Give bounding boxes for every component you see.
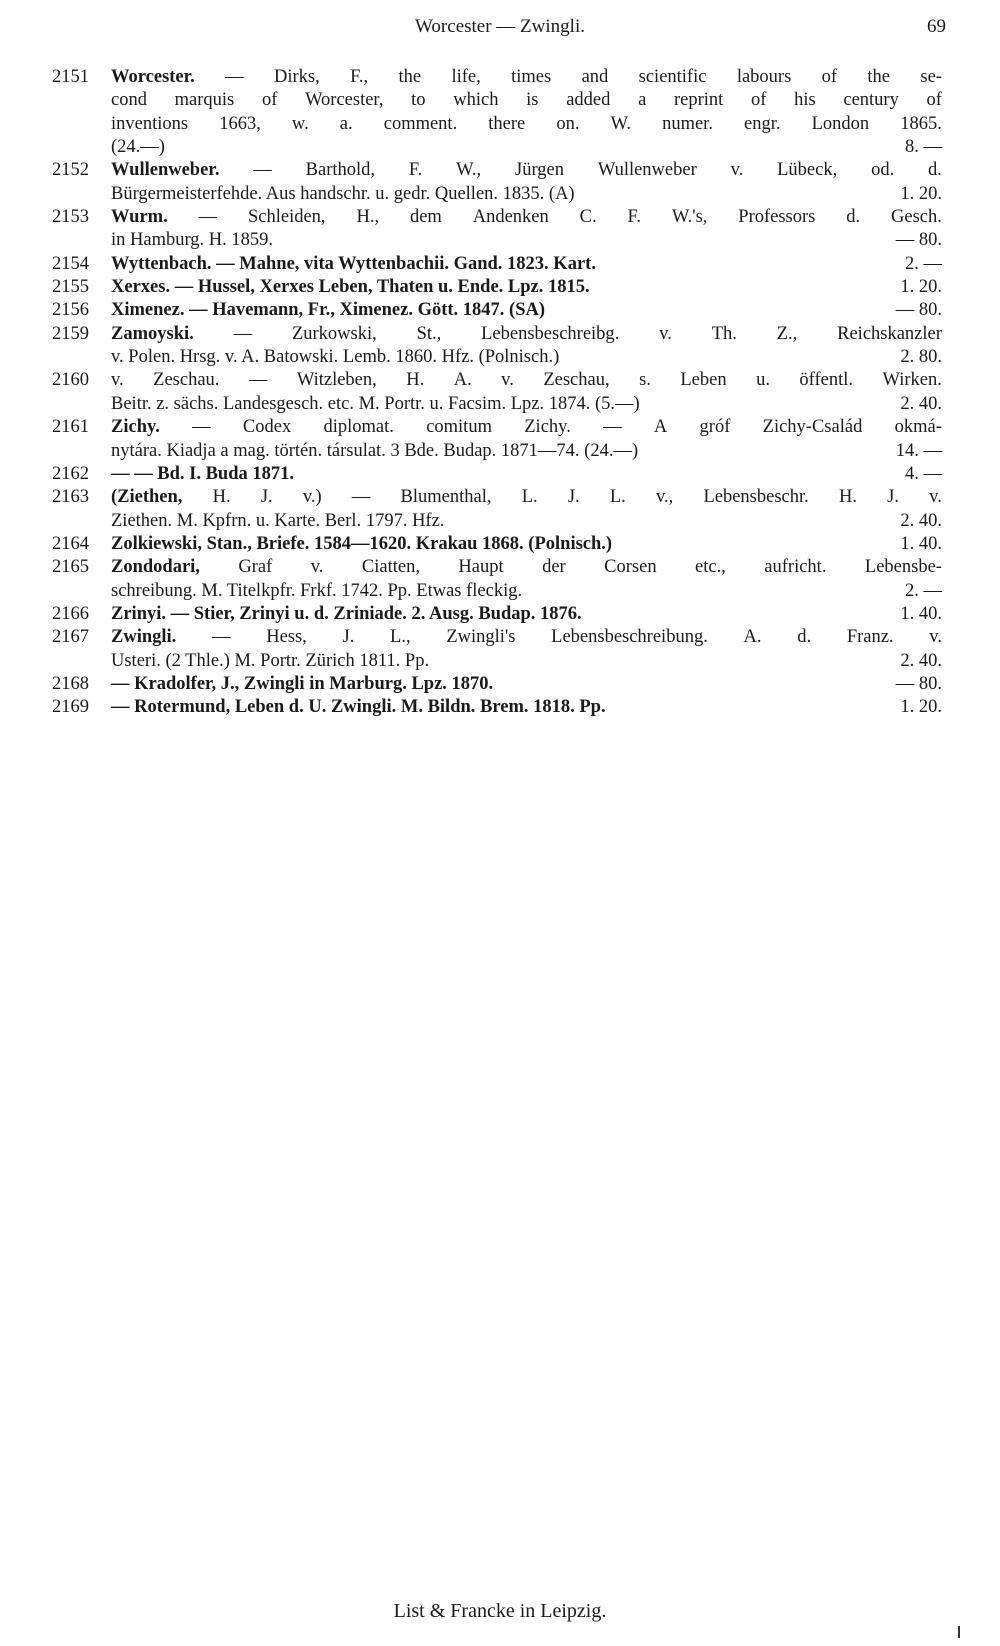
entry-word: of xyxy=(926,90,942,111)
entry-word: u. xyxy=(756,370,770,391)
entry-price: 1. 20. xyxy=(900,183,942,204)
entry-word: (Ziethen, xyxy=(111,487,183,508)
entry-word: is xyxy=(526,90,539,111)
entry-word: — xyxy=(233,323,253,344)
entry-word: Barthold, xyxy=(305,160,376,181)
entry-final-line xyxy=(111,183,942,206)
catalog-entry xyxy=(52,253,942,276)
entry-number: 2160 xyxy=(52,370,89,391)
entry-text: Zrinyi. — Stier, Zrinyi u. d. Zriniade. 2. Ausg. Budap. 1876. xyxy=(111,603,582,624)
entry-word: 1865. xyxy=(900,113,942,134)
entry-word: L. xyxy=(609,487,626,508)
entry-word: Wullenweber. xyxy=(111,160,220,181)
entry-word: w. xyxy=(291,113,309,134)
entry-line xyxy=(111,159,942,182)
entry-word: L. xyxy=(521,487,538,508)
entry-final-line xyxy=(111,603,942,626)
entry-number: 2163 xyxy=(52,487,89,508)
entry-word: of xyxy=(261,90,278,111)
entry-word: s. xyxy=(639,370,651,391)
entry-word: and xyxy=(581,67,609,87)
entry-number: 2151 xyxy=(52,67,89,87)
entry-word: d. xyxy=(928,160,942,181)
entry-text: Xerxes. — Hussel, Xerxes Leben, Thaten u. Ende. Lpz. 1815. xyxy=(111,277,590,298)
entry-word: v. xyxy=(929,487,942,508)
entry-word: d. xyxy=(797,627,812,648)
entry-word: Lebensbeschr. xyxy=(703,487,809,508)
entry-number: 2166 xyxy=(52,603,89,624)
entry-word: — xyxy=(351,487,371,508)
entry-price: 2. 80. xyxy=(900,347,942,368)
entry-word: öffentl. xyxy=(799,370,854,391)
catalog-entry xyxy=(52,533,942,556)
entry-word: Zondodari, xyxy=(111,557,200,578)
entry-number: 2154 xyxy=(52,253,89,274)
entry-word: v. xyxy=(501,370,514,391)
entry-word: — xyxy=(225,67,244,87)
entry-final-line xyxy=(111,276,942,299)
catalog-entry xyxy=(52,486,942,533)
entry-word: A xyxy=(653,417,668,438)
publisher-footer: List & Francke in Leipzig. xyxy=(393,1600,607,1622)
catalog-entry xyxy=(52,556,942,603)
page-mark xyxy=(958,1626,960,1638)
entry-line xyxy=(111,416,942,439)
catalog-entry xyxy=(52,369,942,416)
entry-word: the xyxy=(398,67,422,87)
entry-word: v. xyxy=(929,627,942,648)
entry-word: cond xyxy=(111,90,147,111)
catalog-entries xyxy=(52,66,942,720)
catalog-entry xyxy=(52,416,942,463)
entry-word: the xyxy=(867,67,891,87)
entry-word: v. xyxy=(730,160,744,181)
entry-word: Lübeck, xyxy=(777,160,838,181)
entry-word: A. xyxy=(743,627,762,648)
entry-text: Usteri. (2 Thle.) M. Portr. Zürich 1811. Pp. xyxy=(111,650,430,671)
entry-line xyxy=(111,486,942,509)
entry-word: on. xyxy=(556,113,580,134)
entry-word: Jürgen xyxy=(515,160,564,181)
entry-word: a xyxy=(638,90,647,111)
entry-line xyxy=(111,66,942,89)
entry-text: in Hamburg. H. 1859. xyxy=(111,230,274,251)
entry-word: od. xyxy=(871,160,895,181)
entry-word: H. xyxy=(212,487,231,508)
entry-word: Witzleben, xyxy=(296,370,377,391)
entry-word: Franz. xyxy=(846,627,894,648)
entry-word: 1663, xyxy=(219,113,261,134)
entry-word: J. xyxy=(567,487,580,508)
entry-final-line xyxy=(111,533,942,556)
entry-word: — xyxy=(212,627,231,648)
entry-final-line xyxy=(111,510,942,533)
entry-final-line xyxy=(111,299,942,322)
entry-text: nytára. Kiadja a mag. történ. társulat. 3 Bde. Budap. 1871—74. (24.—) xyxy=(111,440,639,461)
entry-word: Zwingli's xyxy=(446,627,516,648)
entry-line xyxy=(111,323,942,346)
entry-price: 4. — xyxy=(905,463,942,484)
entry-word: d. xyxy=(846,207,861,228)
entry-line xyxy=(111,626,942,649)
entry-number: 2165 xyxy=(52,557,89,578)
entry-word: v.) xyxy=(302,487,322,508)
entry-word: aufricht. xyxy=(764,557,827,578)
entry-word: C. xyxy=(579,207,597,228)
entry-word: of xyxy=(821,67,838,87)
catalog-entry xyxy=(52,66,942,159)
entry-word: F. xyxy=(408,160,423,181)
entry-number: 2159 xyxy=(52,323,89,344)
catalog-entry xyxy=(52,626,942,673)
catalog-entry xyxy=(52,603,942,626)
entry-word: reprint xyxy=(673,90,724,111)
entry-text: (24.—) xyxy=(111,137,165,158)
entry-word: life, xyxy=(451,67,481,87)
entry-word: Corsen xyxy=(604,557,657,578)
entry-word: a. xyxy=(339,113,353,134)
entry-word: Th. xyxy=(711,323,737,344)
entry-text: v. Polen. Hrsg. v. A. Batowski. Lemb. 1860. Hfz. (Polnisch.) xyxy=(111,347,560,368)
entry-word: Haupt xyxy=(458,557,504,578)
entry-text: — Kradolfer, J., Zwingli in Marburg. Lpz. 1870. xyxy=(111,673,494,694)
entry-word: Graf xyxy=(238,557,273,578)
entry-word: marquis xyxy=(174,90,235,111)
entry-text: Zolkiewski, Stan., Briefe. 1584—1620. Krakau 1868. (Polnisch.) xyxy=(111,533,613,554)
entry-word: times xyxy=(511,67,552,87)
entry-number: 2152 xyxy=(52,160,89,181)
entry-word: — xyxy=(603,417,622,438)
entry-word: numer. xyxy=(662,113,713,134)
entry-number: 2168 xyxy=(52,673,89,694)
entry-word: Zurkowski, xyxy=(291,323,377,344)
entry-word: L., xyxy=(390,627,411,648)
entry-line xyxy=(111,369,942,392)
catalog-entry xyxy=(52,673,942,696)
entry-word: Leben xyxy=(680,370,727,391)
entry-word: Gesch. xyxy=(891,207,942,228)
entry-word: Zwingli. xyxy=(111,627,177,648)
entry-text: Wyttenbach. — Mahne, vita Wyttenbachii. Gand. 1823. Kart. xyxy=(111,253,596,274)
entry-word: comment. xyxy=(383,113,458,134)
entry-number: 2153 xyxy=(52,207,89,228)
entry-price: — 80. xyxy=(895,673,942,694)
entry-word: of xyxy=(750,90,767,111)
entry-word: St., xyxy=(416,323,442,344)
entry-word: London xyxy=(811,113,870,134)
entry-final-line xyxy=(111,696,942,719)
entry-word: diplomat. xyxy=(323,417,394,438)
entry-text: Bürgermeisterfehde. Aus handschr. u. gedr. Quellen. 1835. (A) xyxy=(111,183,575,204)
entry-word: H. xyxy=(406,370,425,391)
entry-word: H. xyxy=(838,487,857,508)
entry-final-line xyxy=(111,580,942,603)
entry-word: Lebensbeschreibung. xyxy=(551,627,708,648)
entry-word: J. xyxy=(887,487,899,508)
entry-word: Ciatten, xyxy=(361,557,420,578)
entry-number: 2162 xyxy=(52,463,89,484)
entry-word: Zamoyski. xyxy=(111,323,194,344)
entry-final-line xyxy=(111,229,942,252)
entry-word: labours xyxy=(736,67,792,87)
entry-word: W. xyxy=(610,113,631,134)
catalog-entry xyxy=(52,696,942,719)
entry-word: Wullenweber xyxy=(597,160,697,181)
entry-word: Worcester. xyxy=(111,67,195,87)
entry-word: dem xyxy=(409,207,442,228)
entry-word: Zichy. xyxy=(524,417,571,438)
entry-word: H., xyxy=(356,207,380,228)
catalog-entry xyxy=(52,159,942,206)
entry-price: 1. 40. xyxy=(900,533,942,554)
entry-word: his xyxy=(794,90,816,111)
entry-word: gróf xyxy=(699,417,731,438)
entry-price: — 80. xyxy=(895,230,942,251)
entry-word: which xyxy=(453,90,499,111)
entry-number: 2156 xyxy=(52,300,89,321)
entry-final-line xyxy=(111,673,942,696)
entry-price: 1. 20. xyxy=(900,277,942,298)
catalog-entry xyxy=(52,276,942,299)
entry-word: scientific xyxy=(638,67,707,87)
catalog-entry xyxy=(52,206,942,253)
entry-word: added xyxy=(566,90,611,111)
entry-word: W., xyxy=(456,160,482,181)
catalog-entry xyxy=(52,463,942,486)
running-title: Worcester — Zwingli. xyxy=(415,16,585,37)
entry-word: Dirks, xyxy=(273,67,320,87)
entry-word: okmá- xyxy=(894,417,942,438)
entry-word: engr. xyxy=(744,113,781,134)
page-number: 69 xyxy=(927,16,946,37)
entry-price: 2. — xyxy=(905,580,942,601)
entry-word: etc., xyxy=(695,557,726,578)
entry-number: 2164 xyxy=(52,533,89,554)
entry-word: inventions xyxy=(111,113,189,134)
entry-word: Schleiden, xyxy=(247,207,326,228)
entry-price: 2. 40. xyxy=(900,650,942,671)
entry-word: v. xyxy=(111,370,124,391)
entry-line xyxy=(111,89,942,112)
entry-word: comitum xyxy=(426,417,492,438)
entry-word: v., xyxy=(655,487,674,508)
entry-word: Wurm. xyxy=(111,207,168,228)
entry-word: Reichskanzler xyxy=(837,323,942,344)
entry-word: J. xyxy=(342,627,355,648)
entry-price: 1. 40. xyxy=(900,603,942,624)
entry-word: J. xyxy=(260,487,273,508)
entry-word: century xyxy=(843,90,899,111)
catalog-entry xyxy=(52,323,942,370)
entry-word: Andenken xyxy=(472,207,549,228)
entry-word: Zeschau. xyxy=(153,370,220,391)
entry-line xyxy=(111,556,942,579)
entry-word: v. xyxy=(310,557,324,578)
entry-word: Lebensbe- xyxy=(864,557,942,578)
entry-price: — 80. xyxy=(895,300,942,321)
entry-word: Blumenthal, xyxy=(400,487,492,508)
entry-word: v. xyxy=(659,323,672,344)
entry-number: 2155 xyxy=(52,277,89,298)
entry-line xyxy=(111,113,942,136)
entry-number: 2167 xyxy=(52,627,89,648)
entry-word: there xyxy=(488,113,526,134)
entry-word: Wirken. xyxy=(882,370,942,391)
entry-word: F., xyxy=(350,67,369,87)
entry-final-line xyxy=(111,463,942,486)
entry-final-line xyxy=(111,393,942,416)
entry-text: Beitr. z. sächs. Landesgesch. etc. M. Portr. u. Facsim. Lpz. 1874. (5.—) xyxy=(111,393,640,414)
entry-price: 14. — xyxy=(895,440,942,461)
entry-price: 2. 40. xyxy=(900,510,942,531)
entry-word: A. xyxy=(453,370,472,391)
entry-final-line xyxy=(111,136,942,159)
entry-price: 8. — xyxy=(905,137,942,158)
entry-word: W.'s, xyxy=(671,207,708,228)
page-header xyxy=(0,16,1000,46)
entry-price: 2. — xyxy=(905,253,942,274)
catalog-entry xyxy=(52,299,942,322)
entry-word: Hess, xyxy=(266,627,307,648)
entry-text: — Rotermund, Leben d. U. Zwingli. M. Bildn. Brem. 1818. Pp. xyxy=(111,697,606,718)
entry-word: Zeschau, xyxy=(543,370,610,391)
entry-number: 2161 xyxy=(52,417,89,438)
entry-word: Professors xyxy=(738,207,816,228)
entry-word: Worcester, xyxy=(305,90,384,111)
entry-word: der xyxy=(542,557,566,578)
entry-word: Z., xyxy=(776,323,798,344)
entry-line xyxy=(111,206,942,229)
entry-text: schreibung. M. Titelkpfr. Frkf. 1742. Pp. Etwas fleckig. xyxy=(111,580,523,601)
entry-word: se- xyxy=(920,67,942,87)
entry-word: Lebensbeschreibg. xyxy=(481,323,620,344)
entry-text: Ximenez. — Havemann, Fr., Ximenez. Gött. 1847. (SA) xyxy=(111,300,546,321)
entry-text: Ziethen. M. Kpfrn. u. Karte. Berl. 1797. Hfz. xyxy=(111,510,445,531)
entry-text: — — Bd. I. Buda 1871. xyxy=(111,463,294,484)
entry-number: 2169 xyxy=(52,697,89,718)
entry-final-line xyxy=(111,440,942,463)
entry-word: — xyxy=(248,370,268,391)
entry-word: — xyxy=(192,417,211,438)
entry-word: Codex xyxy=(242,417,292,438)
entry-final-line xyxy=(111,650,942,673)
entry-price: 2. 40. xyxy=(900,393,942,414)
entry-word: — xyxy=(253,160,272,181)
entry-final-line xyxy=(111,253,942,276)
entry-word: Zichy-Család xyxy=(762,417,863,438)
entry-price: 1. 20. xyxy=(900,697,942,718)
entry-word: Zichy. xyxy=(111,417,160,438)
entry-word: F. xyxy=(627,207,641,228)
entry-word: to xyxy=(411,90,426,111)
entry-word: — xyxy=(198,207,218,228)
entry-final-line xyxy=(111,346,942,369)
